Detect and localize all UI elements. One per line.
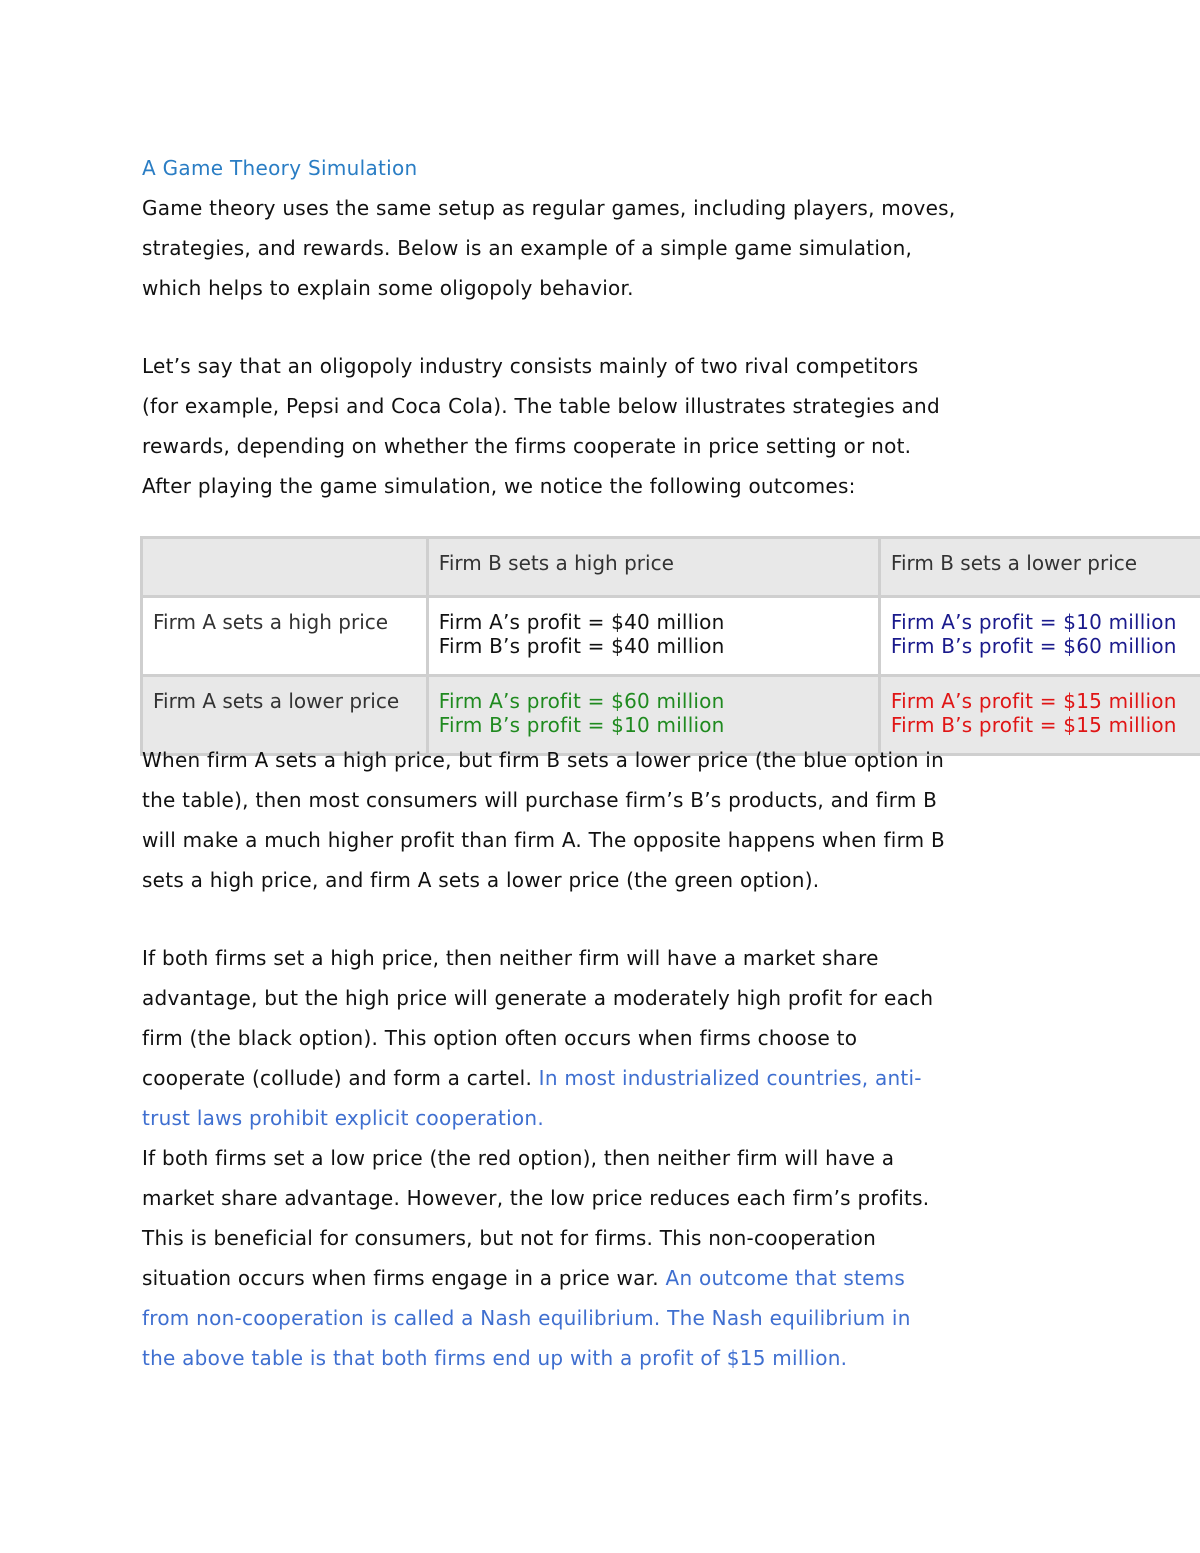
row-header-a-high: Firm A sets a high price <box>142 597 428 676</box>
table-row <box>142 597 1200 676</box>
col-header-b-lower: Firm B sets a lower price <box>879 538 1200 597</box>
para1-line-1: Game theory uses the same setup as regular games, including players, moves, <box>142 196 956 220</box>
para2-line-1: Let’s say that an oligopoly industry consists mainly of two rival competitors <box>142 354 919 378</box>
para2-line-2: (for example, Pepsi and Coca Cola). The table below illustrates strategies and <box>142 394 940 418</box>
para3-line-3: will make a much higher profit than firm A. The opposite happens when firm B <box>142 828 945 852</box>
para5-line-4 <box>142 1266 905 1290</box>
cell-lower-lower <box>879 676 1200 755</box>
para3-line-2: the table), then most consumers will purchase firm’s B’s products, and firm B <box>142 788 938 812</box>
cell-line-a-profit: Firm A’s profit = $60 million <box>438 689 725 713</box>
table-header-row <box>142 538 1200 597</box>
cell-line-b-profit: Firm B’s profit = $60 million <box>890 634 1177 658</box>
cell-lower-high <box>427 676 879 755</box>
para5-line-6-highlight: the above table is that both firms end up with a profit of $15 million. <box>142 1346 848 1370</box>
row-header-a-lower: Firm A sets a lower price <box>142 676 428 755</box>
cell-line-a-profit: Firm A’s profit = $40 million <box>438 610 725 634</box>
para5-line-5-highlight: from non-cooperation is called a Nash equilibrium. The Nash equilibrium in <box>142 1306 911 1330</box>
cell-line-b-profit: Firm B’s profit = $40 million <box>438 634 725 658</box>
para4-line-4-highlight: In most industrialized countries, anti- <box>538 1066 922 1090</box>
cell-line-b-profit: Firm B’s profit = $15 million <box>890 713 1177 737</box>
para4-line-3: firm (the black option). This option often occurs when firms choose to <box>142 1026 858 1050</box>
cell-high-high <box>427 597 879 676</box>
para4-line-4-plain: cooperate (collude) and form a cartel. <box>142 1066 539 1090</box>
para1-line-2: strategies, and rewards. Below is an example of a simple game simulation, <box>142 236 913 260</box>
para5-line-4-plain: situation occurs when firms engage in a price war. <box>142 1266 666 1290</box>
para1-line-3: which helps to explain some oligopoly behavior. <box>142 276 634 300</box>
para4-line-2: advantage, but the high price will generate a moderately high profit for each <box>142 986 934 1010</box>
cell-line-a-profit: Firm A’s profit = $15 million <box>890 689 1177 713</box>
payoff-table <box>140 536 1200 756</box>
col-header-b-high: Firm B sets a high price <box>427 538 879 597</box>
table-corner-cell <box>142 538 428 597</box>
para2-line-3: rewards, depending on whether the firms cooperate in price setting or not. <box>142 434 912 458</box>
para5-line-4-highlight: An outcome that stems <box>665 1266 906 1290</box>
para5-line-3: This is beneficial for consumers, but not for firms. This non-cooperation <box>142 1226 877 1250</box>
para4-line-5-highlight: trust laws prohibit explicit cooperation. <box>142 1106 544 1130</box>
para4-line-4 <box>142 1066 922 1090</box>
table-row <box>142 676 1200 755</box>
section-heading: A Game Theory Simulation <box>142 156 418 180</box>
para4-line-1: If both firms set a high price, then neither firm will have a market share <box>142 946 879 970</box>
cell-high-lower <box>879 597 1200 676</box>
para5-line-2: market share advantage. However, the low price reduces each firm’s profits. <box>142 1186 930 1210</box>
para2-line-4: After playing the game simulation, we notice the following outcomes: <box>142 474 856 498</box>
cell-line-b-profit: Firm B’s profit = $10 million <box>438 713 725 737</box>
para3-line-1: When firm A sets a high price, but firm B sets a lower price (the blue option in <box>142 748 945 772</box>
para3-line-4: sets a high price, and firm A sets a lower price (the green option). <box>142 868 820 892</box>
para5-line-1: If both firms set a low price (the red option), then neither firm will have a <box>142 1146 895 1170</box>
cell-line-a-profit: Firm A’s profit = $10 million <box>890 610 1177 634</box>
